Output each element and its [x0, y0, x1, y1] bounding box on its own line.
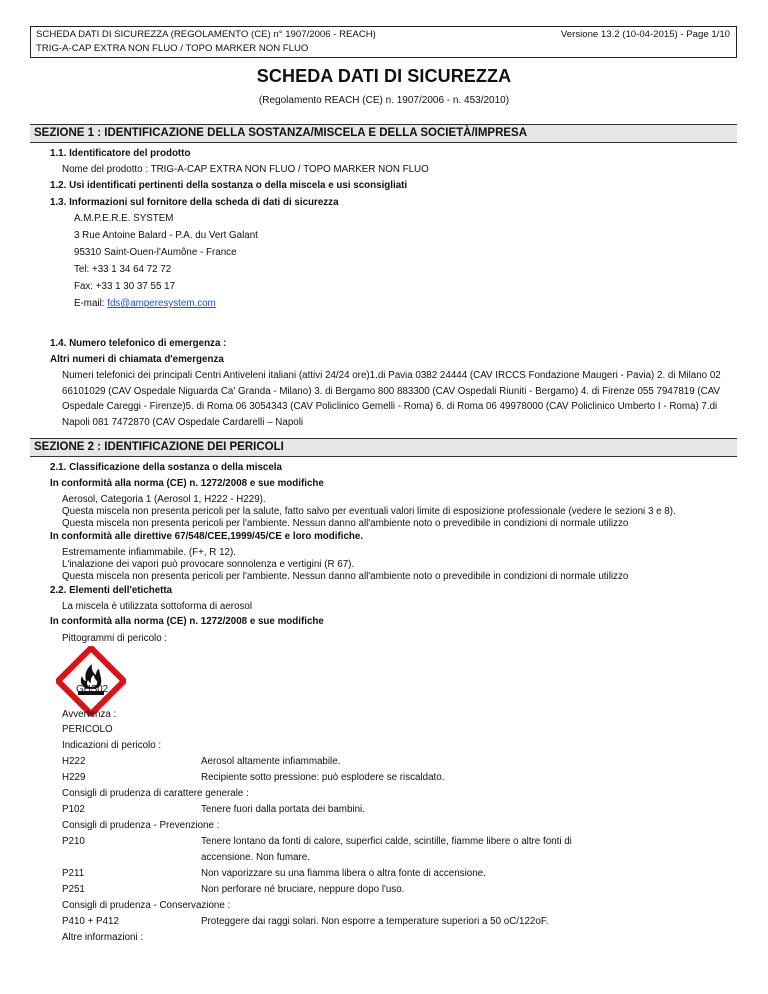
precaution-text: Tenere fuori dalla portata dei bambini.: [201, 804, 365, 815]
hazard-text: Aerosol altamente infiammabile.: [201, 756, 341, 767]
signal-word: PERICOLO: [62, 724, 113, 735]
aerosol-form-text: La miscela è utilizzata sottoforma di aerosol: [62, 601, 253, 612]
storage-label: Consigli di prudenza - Conservazione :: [62, 900, 231, 911]
ghs-code: GHS02: [76, 684, 109, 695]
subsection-1-2: 1.2. Usi identificati pertinenti della sostanza o della miscela e usi sconsigliati: [50, 180, 408, 191]
hazard-text: Recipiente sotto pressione: può esplodere se riscaldato.: [201, 772, 445, 783]
subsection-2-1: 2.1. Classificazione della sostanza o della miscela: [50, 462, 282, 473]
environment-hazard-text-2: Questa miscela non presenta pericoli per l'ambiente. Nessun danno all'ambiente noto o prevedibile in condizioni di normale utilizzo: [62, 571, 629, 582]
environment-hazard-text-1: Questa miscela non presenta pericoli per l'ambiente. Nessun danno all'ambiente noto o prevedibile in condizioni di normale utilizzo: [62, 518, 629, 529]
aerosol-classification: Aerosol, Categoria 1 (Aerosol 1, H222 - H229).: [62, 494, 266, 505]
subsection-1-3: 1.3. Informazioni sul fornitore della scheda di dati di sicurezza: [50, 197, 339, 208]
company-name: A.M.P.E.R.E. SYSTEM: [74, 213, 174, 224]
vapors-text: L'inalazione dei vapori può provocare sonnolenza e vertigini (R 67).: [62, 559, 355, 570]
other-information-label: Altre informazioni :: [62, 932, 144, 943]
header-version: Versione 13.2 (10-04-2015) - Page 1/10: [560, 29, 730, 40]
header-title: SCHEDA DATI DI SICUREZZA (REGOLAMENTO (CE) n° 1907/2006 - REACH): [36, 29, 376, 40]
flame-icon: [56, 646, 126, 716]
general-precautions-label: Consigli di prudenza di carattere generale :: [62, 788, 249, 799]
precaution-code: P211: [62, 868, 85, 879]
signal-word-label: Avvertenza :: [62, 709, 117, 720]
subsection-1-1: 1.1. Identificatore del prodotto: [50, 148, 191, 159]
health-hazard-text: Questa miscela non presenta pericoli per la salute, fatto salvo per eventuali valori limite di esposizione professionale (vedere le sezioni 3 e 8).: [62, 506, 676, 517]
other-emergency-numbers: Altri numeri di chiamata d'emergenza: [50, 354, 224, 365]
directive-67-548-heading: In conformità alle direttive 67/548/CEE,1999/45/CE e loro modifiche.: [50, 531, 364, 542]
section-2-heading: SEZIONE 2 : IDENTIFICAZIONE DEI PERICOLI: [30, 438, 737, 457]
email-label: E-mail:: [74, 298, 108, 309]
header-product: TRIG-A-CAP EXTRA NON FLUO / TOPO MARKER NON FLUO: [36, 43, 309, 54]
company-email-line: [74, 298, 216, 310]
section-1-heading: SEZIONE 1 : IDENTIFICAZIONE DELLA SOSTANZA/MISCELA E DELLA SOCIETÀ/IMPRESA: [30, 124, 737, 143]
product-name: Nome del prodotto : TRIG-A-CAP EXTRA NON FLUO / TOPO MARKER NON FLUO: [62, 164, 429, 175]
subsection-2-2: 2.2. Elementi dell'etichetta: [50, 585, 173, 596]
regulation-1272-heading: In conformità alla norma (CE) n. 1272/2008 e sue modifiche: [50, 478, 324, 489]
precaution-code: P410 + P412: [62, 916, 119, 927]
precaution-text: Non vaporizzare su una fiamma libera o altra fonte di accensione.: [201, 868, 486, 879]
precaution-text: Non perforare né bruciare, neppure dopo l'uso.: [201, 884, 405, 895]
company-fax: Fax: +33 1 30 37 55 17: [74, 281, 176, 292]
company-phone: Tel: +33 1 34 64 72 72: [74, 264, 172, 275]
precaution-code: P251: [62, 884, 85, 895]
precaution-text: Tenere lontano da fonti di calore, superfici calde, scintille, fiamme libere o altre fonti di: [201, 836, 572, 847]
regulation-1272-heading-2: In conformità alla norma (CE) n. 1272/2008 e sue modifiche: [50, 616, 324, 627]
subsection-1-4: 1.4. Numero telefonico di emergenza :: [50, 338, 227, 349]
precaution-text: Proteggere dai raggi solari. Non esporre a temperature superiori a 50 oC/122oF.: [201, 916, 549, 927]
precaution-code: P210: [62, 836, 85, 847]
hazard-code: H229: [62, 772, 86, 783]
company-address-2: 95310 Saint-Ouen-l'Aumône - France: [74, 247, 237, 258]
precaution-text-continued: accensione. Non fumare.: [201, 852, 310, 863]
document-subtitle: (Regolamento REACH (CE) n. 1907/2006 - n. 453/2010): [258, 95, 510, 106]
flammability-text: Estremamente infiammabile. (F+, R 12).: [62, 547, 236, 558]
hazard-statements-label: Indicazioni di pericolo :: [62, 740, 162, 751]
document-title: SCHEDA DATI DI SICUREZZA: [256, 66, 512, 86]
company-address-1: 3 Rue Antoine Balard - P.A. du Vert Galant: [74, 230, 258, 241]
prevention-label: Consigli di prudenza - Prevenzione :: [62, 820, 220, 831]
emergency-numbers-text: Numeri telefonici dei principali Centri Antiveleni italiani (attivi 24/24 ore)1.di Pavia 0382 24444 (CAV IRCCS Fondazione Maugeri - Pavia) 2. di Milano 02 66101029 (CAV Ospedale Niguarda Ca' Granda - Milano) 3. di Bergamo 800 883300 (CAV Ospedali Riuniti - Bergamo) 4. di Firenze 055 7947819 (CAV Ospedale Careggi - Firenze)5. di Roma 06 3054343 (CAV Policlinico Gemelli - Roma) 6. di Roma 06 49978000 (CAV Policlinico Umberto I - Roma) 7.di Napoli 081 7472870 (CAV Ospedale Cardarelli – Napoli: [62, 370, 721, 428]
hazard-code: H222: [62, 756, 86, 767]
precaution-code: P102: [62, 804, 85, 815]
pictograms-label: Pittogrammi di pericolo :: [62, 633, 168, 644]
page-header: [30, 26, 737, 58]
email-link[interactable]: fds@amperesystem.com: [107, 298, 216, 309]
